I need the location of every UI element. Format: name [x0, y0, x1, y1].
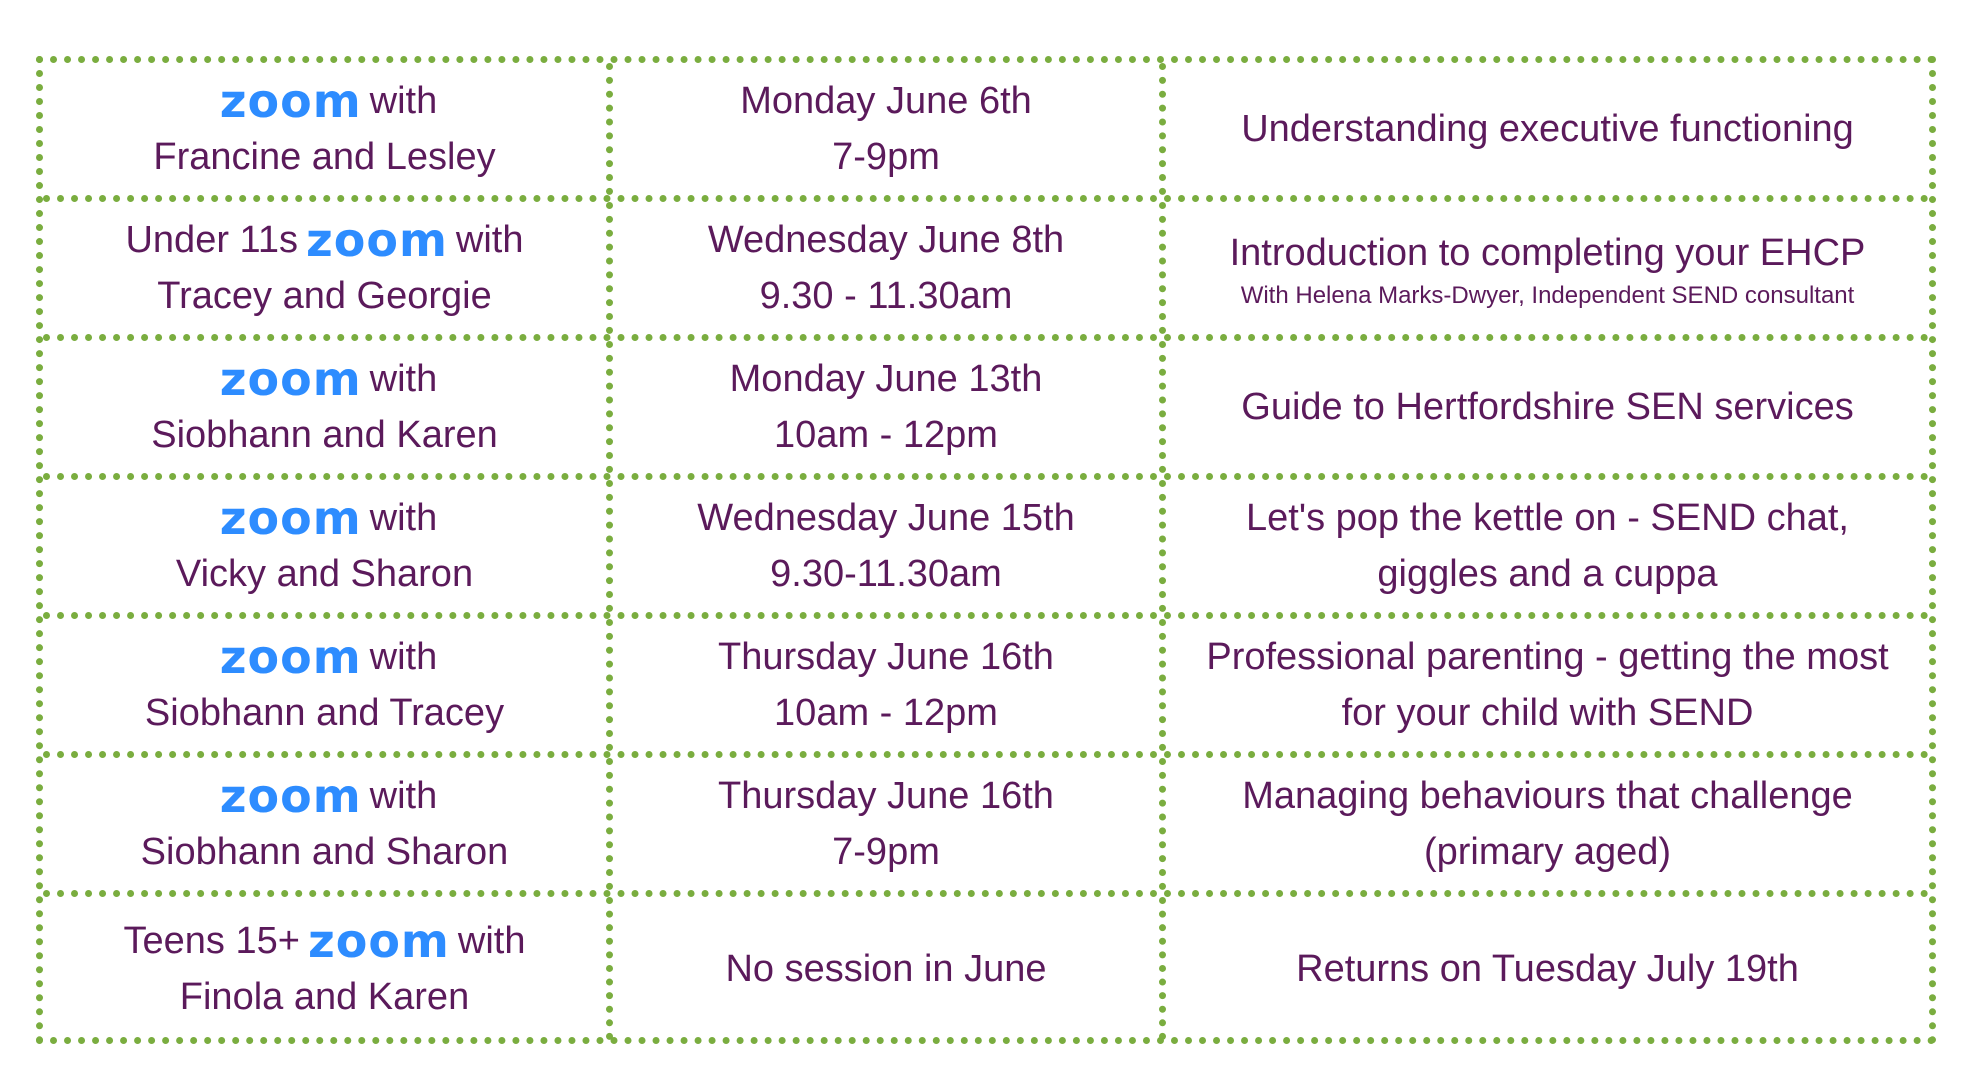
- topic-cell: [1166, 202, 1929, 334]
- zoom-logo-icon: zoom: [307, 913, 450, 968]
- date-cell: [613, 897, 1166, 1040]
- host-line: [212, 351, 438, 407]
- host-names: Tracey and Georgie: [157, 275, 492, 317]
- host-line: [212, 73, 438, 129]
- host-line: [212, 629, 438, 685]
- topic-note: With Helena Marks-Dwyer, Independent SEND consultant: [1240, 282, 1855, 309]
- group-label: Under 11s: [125, 219, 298, 261]
- session-date: Monday June 6th: [740, 80, 1032, 122]
- session-time: 7-9pm: [832, 831, 940, 873]
- zoom-logo-icon: zoom: [219, 769, 362, 823]
- session-schedule-table: [36, 56, 1936, 1044]
- date-cell: [613, 758, 1166, 890]
- with-label: with: [369, 497, 438, 539]
- host-names: Francine and Lesley: [153, 136, 496, 178]
- host-names: Siobhann and Sharon: [140, 831, 509, 873]
- host-line: [124, 913, 526, 969]
- host-cell: [43, 480, 613, 612]
- topic-title: Let's pop the kettle on - SEND chat,: [1246, 497, 1849, 539]
- table-row: [43, 202, 1929, 341]
- topic-title: Introduction to completing your EHCP: [1229, 232, 1866, 274]
- zoom-logo-icon: zoom: [219, 630, 362, 684]
- session-time: 9.30 - 11.30am: [759, 275, 1013, 317]
- with-label: with: [455, 219, 524, 261]
- group-label: Teens 15+: [123, 919, 300, 962]
- table-row: [43, 897, 1929, 1040]
- topic-title: Understanding executive functioning: [1241, 108, 1854, 150]
- with-label: with: [369, 80, 438, 122]
- with-label: with: [457, 919, 526, 962]
- topic-title: Managing behaviours that challenge: [1242, 775, 1853, 817]
- host-cell: [43, 202, 613, 334]
- topic-cell: [1166, 758, 1929, 890]
- topic-cell: [1166, 63, 1929, 195]
- table-row: [43, 480, 1929, 619]
- session-date: Wednesday June 8th: [707, 219, 1065, 261]
- host-names: Vicky and Sharon: [175, 553, 474, 595]
- topic-title: Professional parenting - getting the most: [1206, 636, 1889, 678]
- table-row: [43, 341, 1929, 480]
- date-cell: [613, 619, 1166, 751]
- session-date: Monday June 13th: [729, 358, 1043, 400]
- with-label: with: [369, 636, 438, 678]
- host-names: Siobhann and Tracey: [144, 692, 505, 734]
- date-cell: [613, 480, 1166, 612]
- session-time: 10am - 12pm: [774, 414, 998, 456]
- host-line: [212, 768, 438, 824]
- topic-title-continued: (primary aged): [1423, 831, 1672, 873]
- topic-cell: [1166, 480, 1929, 612]
- host-names: Finola and Karen: [179, 975, 470, 1018]
- session-time: 10am - 12pm: [774, 692, 998, 734]
- host-names: Siobhann and Karen: [151, 414, 498, 456]
- host-cell: [43, 897, 613, 1040]
- host-cell: [43, 758, 613, 890]
- session-date: No session in June: [725, 947, 1047, 990]
- host-cell: [43, 63, 613, 195]
- topic-cell: [1166, 619, 1929, 751]
- zoom-logo-icon: zoom: [219, 74, 362, 128]
- topic-cell: [1166, 897, 1929, 1040]
- topic-cell: [1166, 341, 1929, 473]
- date-cell: [613, 202, 1166, 334]
- zoom-logo-icon: zoom: [219, 352, 362, 406]
- session-time: 7-9pm: [832, 136, 940, 178]
- host-cell: [43, 619, 613, 751]
- with-label: with: [369, 775, 438, 817]
- session-date: Wednesday June 15th: [697, 497, 1075, 539]
- topic-title-continued: giggles and a cuppa: [1377, 553, 1718, 595]
- host-line: [125, 212, 523, 268]
- topic-title: Guide to Hertfordshire SEN services: [1241, 386, 1854, 428]
- date-cell: [613, 341, 1166, 473]
- host-cell: [43, 341, 613, 473]
- topic-title-continued: for your child with SEND: [1341, 692, 1754, 734]
- zoom-logo-icon: zoom: [306, 213, 448, 267]
- session-date: Thursday June 16th: [718, 775, 1054, 817]
- date-cell: [613, 63, 1166, 195]
- session-date: Thursday June 16th: [718, 636, 1054, 678]
- table-row: [43, 63, 1929, 202]
- table-row: [43, 619, 1929, 758]
- host-line: [212, 490, 438, 546]
- session-time: 9.30-11.30am: [770, 553, 1002, 595]
- topic-title: Returns on Tuesday July 19th: [1296, 947, 1799, 990]
- table-row: [43, 758, 1929, 897]
- zoom-logo-icon: zoom: [219, 491, 362, 545]
- with-label: with: [369, 358, 438, 400]
